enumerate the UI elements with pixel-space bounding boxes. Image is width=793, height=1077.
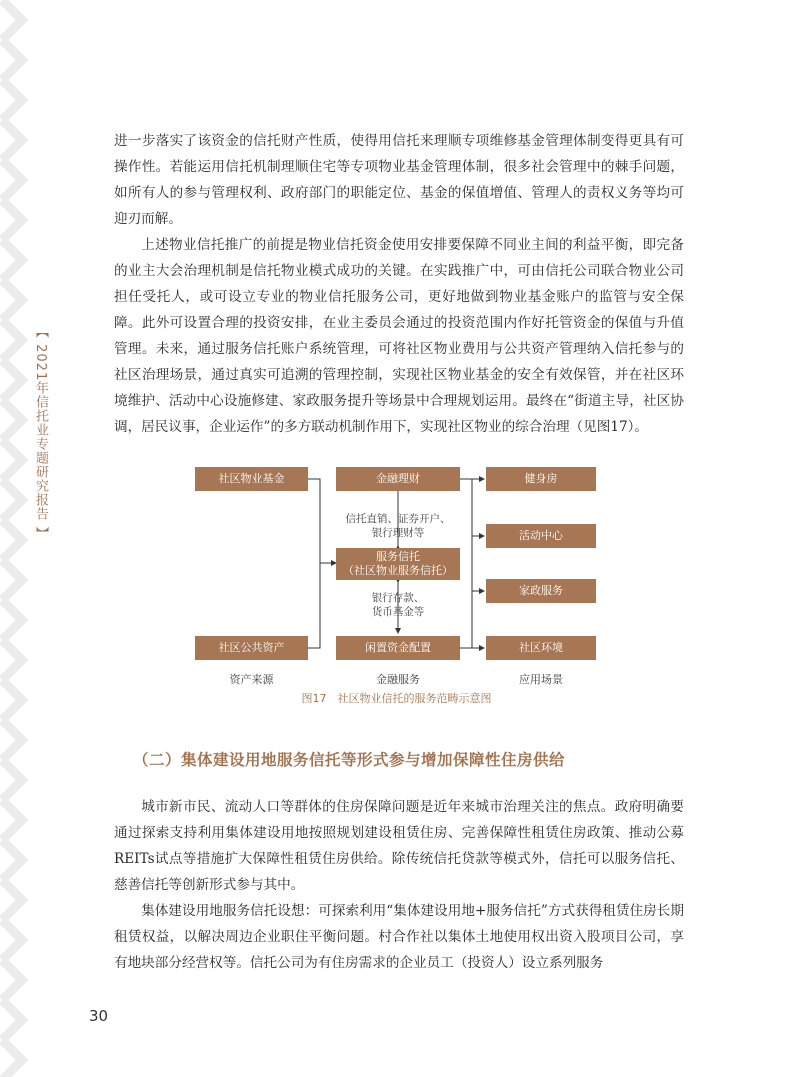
- paragraph-2: 上述物业信托推广的前提是物业信托资金使用安排要保障不同业主间的利益平衡，即完备的业主大会治理机制是信托物业模式成功的关键。在实践推广中，可由信托公司联合物业公司担任受托人，或可设立专业的物业信托服务公司，更好地做到物业基金账户的监管与安全保障。此外可设置合理的投资安排，在业主委员会通过的投资范围内作好托管资金的保值与升值管理。未来，通过服务信托账户系统管理，可将社区物业费用与公共资产管理纳入信托参与的社区治理场景，通过真实可追溯的管理控制，实现社区物业基金的安全有效保管，并在社区环境维护、活动中心设施修建、家政服务提升等场景中合理规划运用。最终在“街道主导，社区协调，居民议事，企业运作”的多方联动机制作用下，实现社区物业的综合治理（见图17）。: [114, 237, 684, 435]
- box-community-public-assets: 社区公共资产: [195, 636, 308, 660]
- section-heading: （二）集体建设用地服务信托等形式参与增加保障性住房供给: [133, 751, 566, 769]
- paragraph-1: 进一步落实了该资金的信托财产性质，使得用信托来理顺专项维修基金管理体制变得更具有可操作性。若能运用信托机制理顺住宅等专项物业基金管理体制，很多社会管理中的棘手问题，如所有人的参与管理权利、政府部门的职能定位、基金的保值增值、管理人的责权义务等均可迎刃而解。: [114, 133, 684, 227]
- side-report-title: 【 2021年信托业专题研究报告 】: [33, 325, 48, 541]
- paragraph-4: 集体建设用地服务信托设想：可探索利用“集体建设用地+服务信托”方式获得租赁住房长期租赁权益，以解决周边企业职住平衡问题。村合作社以集体土地使用权出资入股项目公司，享有地块部分经营权等。信托公司为有住房需求的企业员工（投资人）设立系列服务: [114, 903, 684, 971]
- box-activity-center: 活动中心: [486, 524, 596, 548]
- box-financial-management: 金融理财: [336, 467, 460, 491]
- box-housekeeping: 家政服务: [486, 579, 596, 603]
- box-service-trust: 服务信托 （社区物业服务信托）: [336, 548, 460, 580]
- box-community-environment: 社区环境: [486, 636, 596, 660]
- note-bank-deposit: 银行存款、 货币基金等: [371, 592, 425, 618]
- page-number: 30: [89, 1007, 109, 1025]
- box-idle-fund-allocation: 闲置资金配置: [336, 636, 460, 660]
- label-financial-service: 金融服务: [376, 673, 420, 686]
- box-gym: 健身房: [486, 467, 596, 491]
- note-direct-sales: 信托直销、证券开户、 银行理财等: [345, 513, 451, 539]
- figure-caption: 图17 社区物业信托的服务范畴示意图: [301, 692, 492, 705]
- box-community-property-fund: 社区物业基金: [195, 467, 308, 491]
- paragraph-3: 城市新市民、流动人口等群体的住房保障问题是近年来城市治理关注的焦点。政府明确要通过探索支持利用集体建设用地按照规划建设租赁住房、完善保障性租赁住房政策、推动公募REITs试点等措施扩大保障性租赁住房供给。除传统信托贷款等模式外，信托可以服务信托、慈善信托等创新形式参与其中。: [114, 799, 684, 893]
- label-asset-source: 资产来源: [229, 673, 274, 686]
- label-application-scene: 应用场景: [519, 673, 563, 686]
